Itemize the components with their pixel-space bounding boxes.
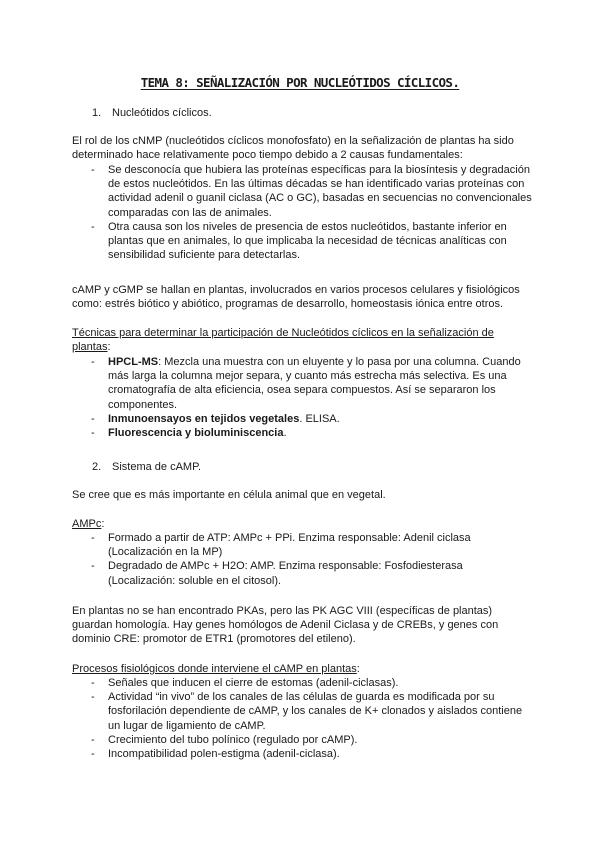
section-1-number: 1. — [92, 107, 102, 119]
processes-list — [72, 676, 532, 761]
list-item — [72, 426, 532, 440]
processes-heading — [72, 662, 532, 676]
technique-name: Fluorescencia y bioluminiscencia — [108, 427, 284, 440]
page-title: TEMA 8: SEÑALIZACIÓN POR NUCLEÓTIDOS CÍCLICOS. — [140, 75, 460, 90]
techniques-heading-text: Técnicas para determinar la participación de Nucleótidos cíclicos en la señalización de plantas — [72, 327, 494, 354]
technique-description: . — [283, 427, 287, 440]
section-2-title: Sistema de cAMP. — [112, 461, 202, 473]
list-item: - Otra causa son los niveles de presencia de estos nucleótidos, bastante inferior en plantas que en animales, lo que implicaba la necesidad de técnicas analíticas con sensibilidad suficiente para detectarlas. — [72, 220, 532, 263]
ampc-heading — [72, 517, 532, 531]
plants-paragraph: En plantas no se han encontrado PKAs, pero las PK AGC VIII (específicas de plantas) guardan homología. Hay genes homólogos de Adenil Ciclasa y de CREBs, y genes con dominio CRE: promotor de ETR1 (promotores del etileno). — [72, 605, 499, 646]
technique-name: Inmunoensayos en tejidos vegetales — [108, 412, 300, 425]
list-item: - Actividad “in vivo” de los canales de las células de guarda es modificada por su fosforilación dependiente de cAMP, y los canales de K+ clonados y aislados contiene un lugar de ligamiento de cAMP. — [72, 690, 532, 733]
ampc-heading-text: AMPc — [72, 518, 102, 530]
processes-heading-colon: : — [356, 663, 360, 675]
causes-list — [72, 163, 532, 262]
list-item: - Degradado de AMPc + H2O: AMP. Enzima responsable: Fosfodiesterasa (Localización: soluble en el citosol). — [72, 559, 532, 587]
technique-name: HPCL-MS — [108, 356, 159, 368]
list-item: - Incompatibilidad polen-estigma (adenil-ciclasa). — [72, 747, 532, 761]
intro-paragraph: El rol de los cNMP (nucleótidos cíclicos monofosfato) en la señalización de plantas ha sido determinado hace relativamente poco tiempo debido a 2 causas fundamentales: — [72, 135, 514, 162]
list-item: - Formado a partir de ATP: AMPc + PPi. Enzima responsable: Adenil ciclasa (Localización en la MP) — [72, 531, 532, 559]
section-2-number: 2. — [92, 461, 102, 473]
technique-description: : Mezcla una muestra con un eluyente y lo pasa por una columna. Cuando más larga la columna mejor separa, y cuanto más estrecha más selectiva. Es una cromatografía de alta eficiencia, osea separa compuestos. Así se separaron los componentes. — [108, 356, 521, 411]
section-2-intro: Se cree que es más importante en célula animal que en vegetal. — [72, 489, 386, 501]
list-item: - Señales que inducen el cierre de estomas (adenil-ciclasas). — [72, 676, 532, 690]
processes-heading-text: Procesos fisiológicos donde interviene el cAMP en plantas — [72, 663, 357, 675]
technique-description: . ELISA. — [299, 412, 340, 425]
list-item: - Crecimiento del tubo polínico (regulado por cAMP). — [72, 733, 532, 747]
techniques-heading-colon: : — [107, 341, 111, 354]
camp-cgmp-paragraph: cAMP y cGMP se hallan en plantas, involucrados en varios procesos celulares y fisiológicos como: estrés biótico y abiótico, programas de desarrollo, homeostasis iónica entre otros. — [72, 284, 520, 311]
ampc-heading-colon: : — [101, 518, 105, 530]
list-item: - Se desconocía que hubiera las proteínas específicas para la biosíntesis y degradación de estos nucleótidos. En las últimas décadas se han identificado varias proteínas con actividad adenil o guanil ciclasa (AC o GC), basadas en secuencias no convencionales comparadas con las de animales. — [72, 163, 532, 220]
techniques-list — [72, 355, 532, 440]
section-1-title: Nucleótidos cíclicos. — [112, 107, 212, 119]
techniques-heading — [72, 326, 532, 354]
list-item — [72, 355, 532, 412]
list-item — [72, 412, 532, 426]
ampc-list — [72, 531, 532, 588]
